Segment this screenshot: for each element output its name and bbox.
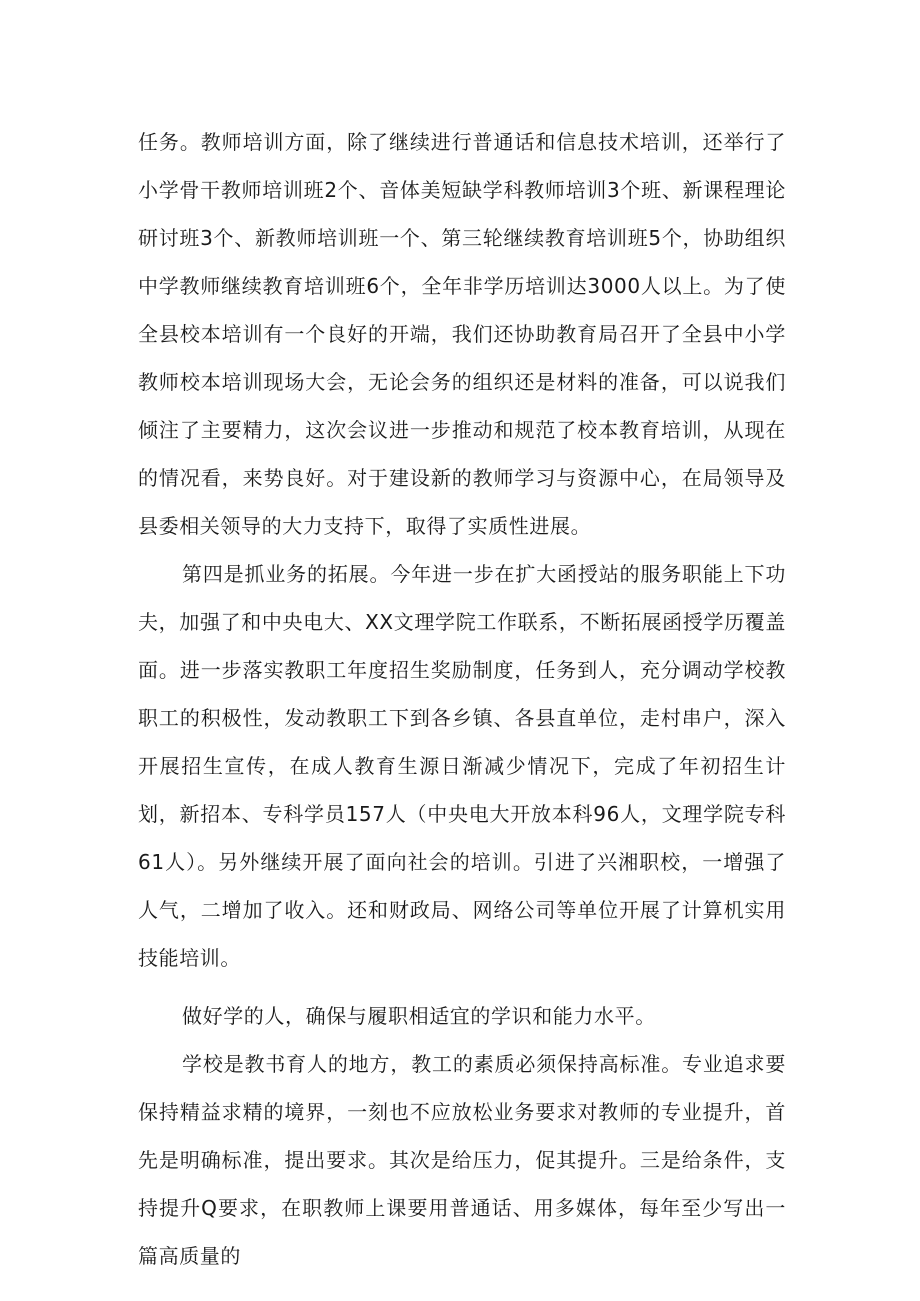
- paragraph-4: 学校是教书育人的地方，教工的素质必须保持高标准。专业追求要保持精益求精的境界，一刻也不应放松业务要求对教师的专业提升，首先是明确标准，提出要求。其次是给压力，促其提升。三是给条件，支持提升Q要求，在职教师上课要用普通话、用多媒体，每年至少写出一篇高质量的: [138, 1052, 786, 1268]
- paragraph-3: 做好学的人，确保与履职相适宜的学识和能力水平。: [182, 1004, 656, 1028]
- paragraph-2: 第四是抓业务的拓展。今年进一步在扩大函授站的服务职能上下功夫，加强了和中央电大、XX文理学院工作联系，不断拓展函授学历覆盖面。进一步落实教职工年度招生奖励制度，任务到人，充分调动学校教职工的积极性，发动教职工下到各乡镇、各县直单位，走村串户，深入开展招生宣传，在成人教育生源日渐减少情况下，完成了年初招生计划，新招本、专科学员157人（中央电大开放本科96人，文理学院专科61人）。另外继续开展了面向社会的培训。引进了兴湘职校，一增强了人气，二增加了收入。还和财政局、网络公司等单位开展了计算机实用技能培训。: [138, 562, 786, 970]
- document-body: [138, 118, 786, 1280]
- paragraph-1: 任务。教师培训方面，除了继续进行普通话和信息技术培训，还举行了小学骨干教师培训班2个、音体美短缺学科教师培训3个班、新课程理论研讨班3个、新教师培训班一个、第三轮继续教育培训班5个，协助组织中学教师继续教育培训班6个，全年非学历培训达3000人以上。为了使全县校本培训有一个良好的开端，我们还协助教育局召开了全县中小学教师校本培训现场大会，无论会务的组织还是材料的准备，可以说我们倾注了主要精力，这次会议进一步推动和规范了校本教育培训，从现在的情况看，来势良好。对于建设新的教师学习与资源中心，在局领导及县委相关领导的大力支持下，取得了实质性进展。: [138, 130, 786, 538]
